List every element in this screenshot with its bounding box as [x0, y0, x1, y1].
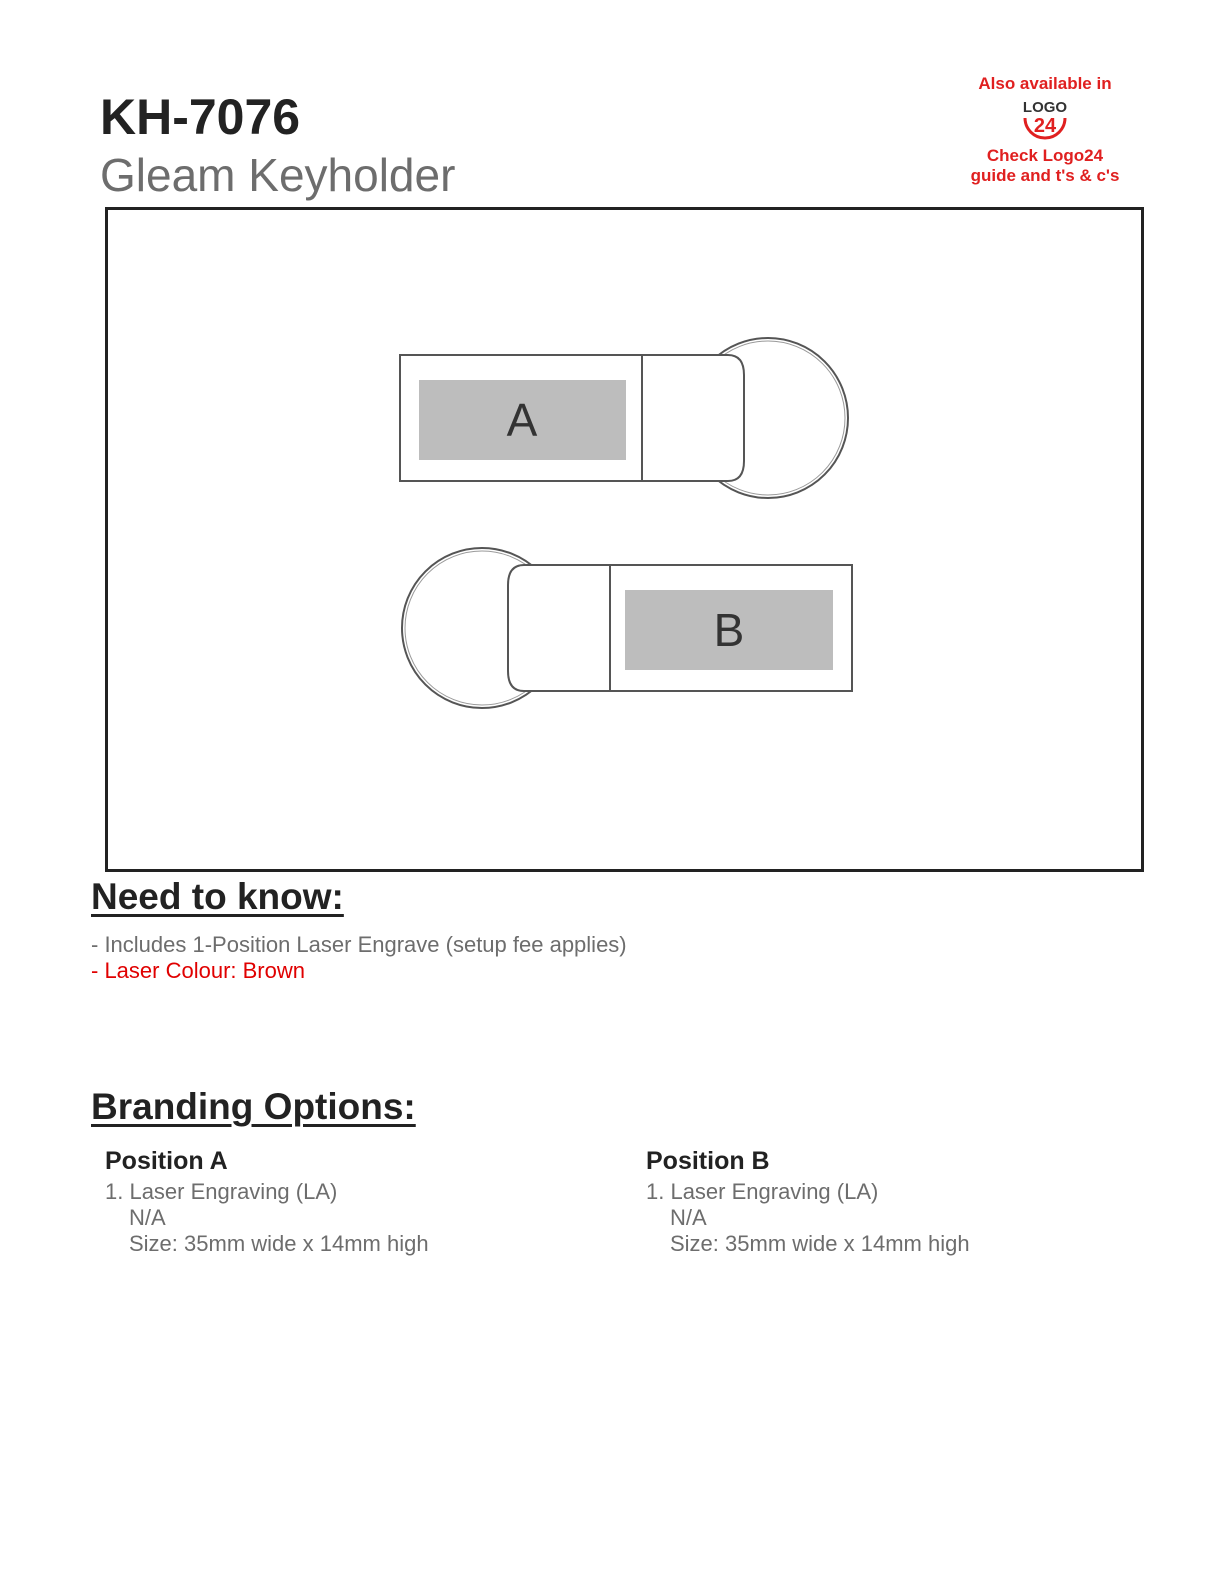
position-a-availability: N/A: [129, 1205, 166, 1230]
product-name: Gleam Keyholder: [100, 149, 456, 201]
position-b-method: 1. Laser Engraving (LA): [646, 1179, 879, 1204]
position-label-a: A: [506, 394, 538, 446]
logo24-number: 24: [1033, 115, 1057, 137]
position-a-title: Position A: [105, 1147, 228, 1175]
keyholder-tab-b: [508, 565, 610, 691]
position-label-b: B: [713, 604, 745, 656]
need-to-know-heading: Need to know:: [91, 876, 344, 917]
position-b-size: Size: 35mm wide x 14mm high: [670, 1231, 970, 1256]
badge-line-1: Also available in: [978, 74, 1112, 93]
position-b-availability: N/A: [670, 1205, 707, 1230]
product-code: KH-7076: [100, 89, 301, 145]
badge-line-3: guide and t's & c's: [970, 166, 1120, 185]
branding-options-heading: Branding Options:: [91, 1086, 416, 1127]
position-a-size: Size: 35mm wide x 14mm high: [129, 1231, 429, 1256]
position-b-title: Position B: [646, 1147, 770, 1175]
keyholder-tab-a: [642, 355, 744, 481]
keyholder-b: [402, 548, 852, 708]
keyholder-illustration: [108, 210, 1141, 869]
product-drawing: [105, 207, 1144, 872]
logo24-icon: [1015, 96, 1075, 144]
logo24-top-text: LOGO: [1022, 99, 1068, 116]
logo24-badge: [950, 74, 1140, 186]
need-to-know-item: - Includes 1-Position Laser Engrave (setup fee applies): [91, 932, 627, 957]
need-to-know-item: - Laser Colour: Brown: [91, 958, 305, 983]
keyholder-a: [400, 338, 848, 498]
position-a-method: 1. Laser Engraving (LA): [105, 1179, 338, 1204]
badge-line-2: Check Logo24: [986, 146, 1104, 165]
